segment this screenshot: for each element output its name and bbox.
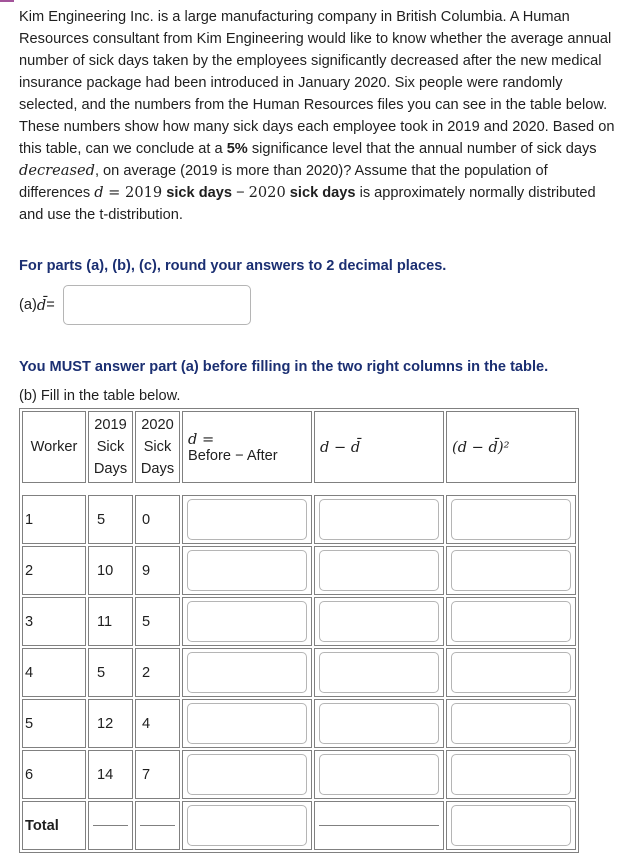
worker-cell: 1	[22, 495, 86, 544]
d-minus-dbar-cell	[314, 546, 444, 595]
squared-dev-input-row-1[interactable]	[451, 499, 571, 540]
squared-dev-total-cell	[446, 801, 576, 850]
sick-2019-cell: 5	[88, 495, 133, 544]
sick-2019-cell: 12	[88, 699, 133, 748]
intro-text-4: is approximately normally distributed and use the t-distribution.	[19, 185, 596, 223]
equals-sign: =	[103, 184, 126, 201]
sick-2019-cell: 5	[88, 648, 133, 697]
total-row	[22, 801, 576, 850]
d-cell	[182, 648, 312, 697]
intro-text-1: Kim Engineering Inc. is a large manufacturing company in British Columbia. A Human Resources consultant from Kim Engineering would like to know whether the average annual number of sick days taken by the employees significantly decreased after the new medical insurance package had been introduced in January 2020. Six people were randomly selected, and the numbers from the Human Resources files you can see in the table below. These numbers show how many sick days each employee took in 2019 and 2020. Based on this table, can we conclude at a	[19, 9, 615, 157]
header-2020-days: Days	[140, 461, 175, 477]
header-squared-deviation-text: (d − d̄)²	[452, 438, 510, 456]
header-spacer-row	[22, 485, 576, 493]
d-cell	[182, 495, 312, 544]
d-input-row-1[interactable]	[187, 499, 307, 540]
part-a-label: (a)	[19, 297, 37, 313]
d-minus-dbar-cell	[314, 597, 444, 646]
d-minus-dbar-input-row-1[interactable]	[319, 499, 439, 540]
d-minus-dbar-cell	[314, 750, 444, 799]
d-input-row-2[interactable]	[187, 550, 307, 591]
d-minus-dbar-input-row-5[interactable]	[319, 703, 439, 744]
squared-dev-cell	[446, 699, 576, 748]
squared-dev-cell	[446, 750, 576, 799]
d-minus-dbar-total-cell	[314, 801, 444, 850]
header-2020-year: 2020	[141, 417, 174, 433]
worker-cell: 6	[22, 750, 86, 799]
squared-dev-cell	[446, 648, 576, 697]
d-cell	[182, 750, 312, 799]
squared-dev-input-row-6[interactable]	[451, 754, 571, 795]
table-row	[22, 648, 576, 697]
d-minus-dbar-cell	[314, 495, 444, 544]
d-minus-dbar-cell	[314, 648, 444, 697]
total-2019-blank	[93, 825, 128, 826]
d-input-row-6[interactable]	[187, 754, 307, 795]
header-2020	[135, 411, 180, 483]
sick-2020-cell: 7	[135, 750, 180, 799]
d-minus-dbar-input-row-6[interactable]	[319, 754, 439, 795]
squared-dev-input-row-5[interactable]	[451, 703, 571, 744]
d-variable: d	[94, 184, 104, 201]
d-total-input[interactable]	[187, 805, 307, 846]
squared-dev-cell	[446, 597, 576, 646]
worker-cell: 2	[22, 546, 86, 595]
part-a-equals: =	[46, 297, 55, 313]
must-answer-instruction: You MUST answer part (a) before filling in the two right columns in the table.	[19, 359, 549, 375]
header-before-after: Before − After	[188, 447, 278, 464]
sick-2020-cell: 9	[135, 546, 180, 595]
squared-dev-cell	[446, 546, 576, 595]
squared-dev-input-row-2[interactable]	[451, 550, 571, 591]
table-row	[22, 546, 576, 595]
header-worker-text: Worker	[30, 439, 78, 455]
table-row	[22, 495, 576, 544]
squared-dev-total-input[interactable]	[451, 805, 571, 846]
d-minus-dbar-input-row-4[interactable]	[319, 652, 439, 693]
d-bar-symbol: d̄	[36, 296, 47, 314]
sick-2020-cell: 4	[135, 699, 180, 748]
table-header-row	[22, 411, 576, 483]
squared-dev-cell	[446, 495, 576, 544]
d-minus-dbar-input-row-3[interactable]	[319, 601, 439, 642]
worker-cell: 3	[22, 597, 86, 646]
part-a	[19, 285, 251, 325]
d-cell	[182, 546, 312, 595]
d-input-row-3[interactable]	[187, 601, 307, 642]
significance-level: 5%	[226, 141, 248, 157]
header-d-equals: d =	[188, 430, 215, 448]
header-d	[182, 411, 312, 483]
minus-sign: −	[236, 185, 249, 201]
squared-dev-input-row-3[interactable]	[451, 601, 571, 642]
year-2019: 2019	[125, 184, 163, 201]
part-b-label: (b) Fill in the table below.	[19, 388, 181, 404]
header-worker	[22, 411, 86, 483]
total-2020-blank	[140, 825, 175, 826]
total-2020-cell	[135, 801, 180, 850]
rounding-instruction: For parts (a), (b), (c), round your answers to 2 decimal places.	[19, 258, 447, 274]
header-d-minus-dbar-text: d − d̄	[320, 438, 361, 456]
top-accent-bar	[0, 0, 14, 2]
intro-text-3: , on average (2019 is more than 2020)? Assume that the population of differences	[19, 163, 548, 201]
sick-2020-cell: 0	[135, 495, 180, 544]
header-squared-deviation	[446, 411, 576, 483]
d-cell	[182, 699, 312, 748]
header-2019-days: Days	[93, 461, 128, 477]
sick-2020-cell: 2	[135, 648, 180, 697]
header-2019-year: 2019	[94, 417, 127, 433]
intro-text-2: significance level that the annual number of sick days	[247, 141, 597, 157]
d-cell	[182, 597, 312, 646]
header-2019	[88, 411, 133, 483]
sick-days-label-1: sick days	[162, 185, 237, 201]
sick-2019-cell: 14	[88, 750, 133, 799]
squared-dev-input-row-4[interactable]	[451, 652, 571, 693]
sick-2019-cell: 11	[88, 597, 133, 646]
d-minus-dbar-cell	[314, 699, 444, 748]
sick-days-label-2: sick days	[285, 185, 356, 201]
total-2019-cell	[88, 801, 133, 850]
d-input-row-5[interactable]	[187, 703, 307, 744]
header-d-minus-dbar	[314, 411, 444, 483]
total-label: Total	[22, 801, 86, 850]
sick-2020-cell: 5	[135, 597, 180, 646]
d-bar-input[interactable]	[63, 285, 251, 325]
table-row	[22, 597, 576, 646]
decreased-emphasis: decreased	[19, 162, 95, 179]
header-2019-sick: Sick	[96, 439, 125, 455]
worker-cell: 4	[22, 648, 86, 697]
problem-statement	[19, 6, 619, 226]
d-minus-dbar-input-row-2[interactable]	[319, 550, 439, 591]
header-2020-sick: Sick	[143, 439, 172, 455]
header-spacer	[22, 485, 576, 493]
sick-2019-cell: 10	[88, 546, 133, 595]
table-row	[22, 699, 576, 748]
d-input-row-4[interactable]	[187, 652, 307, 693]
sick-days-table	[19, 408, 579, 853]
year-2020: 2020	[248, 184, 286, 201]
worker-cell: 5	[22, 699, 86, 748]
d-minus-dbar-total-blank	[319, 825, 439, 826]
d-total-cell	[182, 801, 312, 850]
table-row	[22, 750, 576, 799]
